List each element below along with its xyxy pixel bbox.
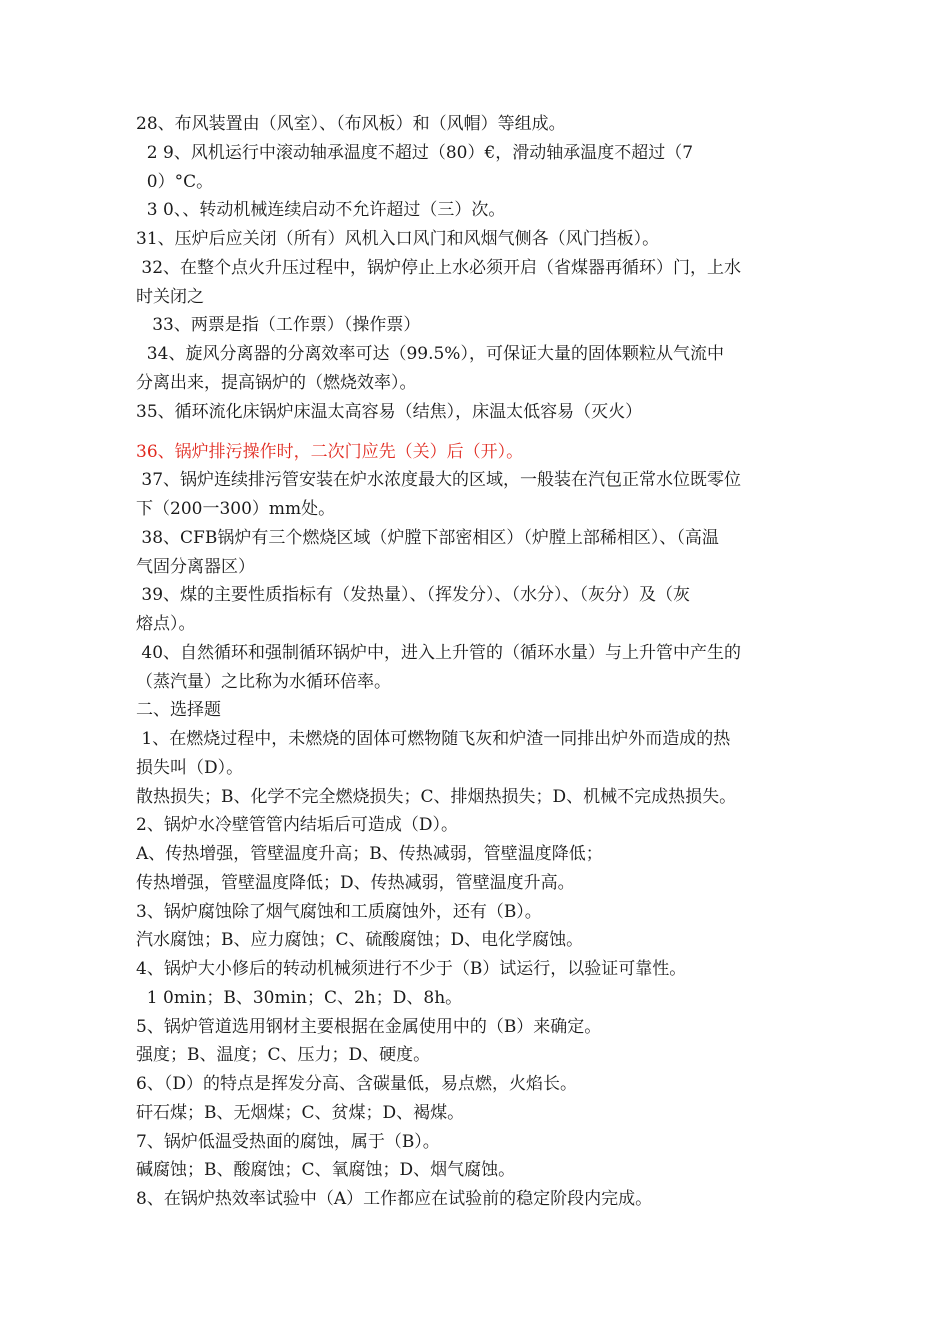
text-line: （蒸汽量）之比称为水循环倍率。: [136, 672, 391, 692]
text-line: 32、在整个点火升压过程中，锅炉停止上水必须开启（省煤器再循环）门，上水: [136, 258, 742, 278]
options-line: 强度；B、温度；C、压力；D、硬度。: [136, 1045, 431, 1065]
question-line: 5、锅炉管道选用钢材主要根据在金属使用中的（B）来确定。: [136, 1017, 602, 1037]
text-line: 33、两票是指（工作票）（操作票）: [136, 315, 421, 335]
question-line: 1、在燃烧过程中，未燃烧的固体可燃物随飞灰和炉渣一同排出炉外而造成的热: [136, 729, 731, 749]
text-line: 气固分离器区）: [136, 557, 255, 577]
text-line: 31、压炉后应关闭（所有）风机入口风门和风烟气侧各（风门挡板）。: [136, 229, 660, 249]
text-line: 0）°C。: [136, 172, 214, 192]
options-line: 1 0min；B、30min；C、2h；D、8h。: [136, 988, 463, 1008]
highlighted-text-line: 36、锅炉排污操作时，二次门应先（关）后（开）。: [136, 442, 524, 462]
text-line: 熔点）。: [136, 614, 196, 634]
text-line: 39、煤的主要性质指标有（发热量）、（挥发分）、（水分）、（灰分）及（灰: [136, 585, 691, 605]
options-line: 矸石煤；B、无烟煤；C、贫煤；D、褐煤。: [136, 1103, 465, 1123]
question-line: 损失叫（D）。: [136, 758, 244, 778]
section-heading: 二、选择题: [136, 700, 221, 720]
text-line: 2 9、风机运行中滚动轴承温度不超过（80）€，滑动轴承温度不超过（7: [136, 143, 694, 163]
text-line: 40、自然循环和强制循环锅炉中，进入上升管的（循环水量）与上升管中产生的: [136, 643, 742, 663]
options-line: 汽水腐蚀；B、应力腐蚀；C、硫酸腐蚀；D、电化学腐蚀。: [136, 930, 584, 950]
text-line: 时关闭之: [136, 287, 204, 307]
text-line: 38、CFB锅炉有三个燃烧区域（炉膛下部密相区）（炉膛上部稀相区）、（高温: [136, 528, 719, 548]
question-line: 8、在锅炉热效率试验中（A）工作都应在试验前的稳定阶段内完成。: [136, 1189, 653, 1209]
options-line: A、传热增强，管壁温度升高；B、传热减弱，管壁温度降低；: [136, 844, 603, 864]
text-line: 28、布风装置由（风室）、（布风板）和（风帽）等组成。: [136, 114, 566, 134]
text-line: 34、旋风分离器的分离效率可达（99.5%），可保证大量的固体颗粒从气流中: [136, 344, 724, 364]
question-line: 4、锅炉大小修后的转动机械须进行不少于（B）试运行，以验证可靠性。: [136, 959, 687, 979]
text-line: 37、锅炉连续排污管安装在炉水浓度最大的区域，一般装在汽包正常水位既零位: [136, 470, 742, 490]
text-line: 3 0、、转动机械连续启动不允许超过（三）次。: [136, 200, 506, 220]
question-line: 3、锅炉腐蚀除了烟气腐蚀和工质腐蚀外，还有（B）。: [136, 902, 542, 922]
text-line: 下（200一300）mm处。: [136, 499, 336, 519]
options-line: 碱腐蚀；B、酸腐蚀；C、氧腐蚀；D、烟气腐蚀。: [136, 1160, 516, 1180]
question-line: 6、（D）的特点是挥发分高、含碳量低，易点燃，火焰长。: [136, 1074, 577, 1094]
question-line: 7、锅炉低温受热面的腐蚀，属于（B）。: [136, 1132, 440, 1152]
options-line: 散热损失；B、化学不完全燃烧损失；C、排烟热损失；D、机械不完成热损失。: [136, 787, 737, 807]
text-line: 分离出来，提高锅炉的（燃烧效率）。: [136, 373, 417, 393]
question-line: 2、锅炉水冷壁管管内结垢后可造成（D）。: [136, 815, 458, 835]
text-line: 35、循环流化床锅炉床温太高容易（结焦），床温太低容易（灭火）: [136, 402, 643, 422]
options-line: 传热增强，管壁温度降低；D、传热减弱，管壁温度升高。: [136, 873, 575, 893]
